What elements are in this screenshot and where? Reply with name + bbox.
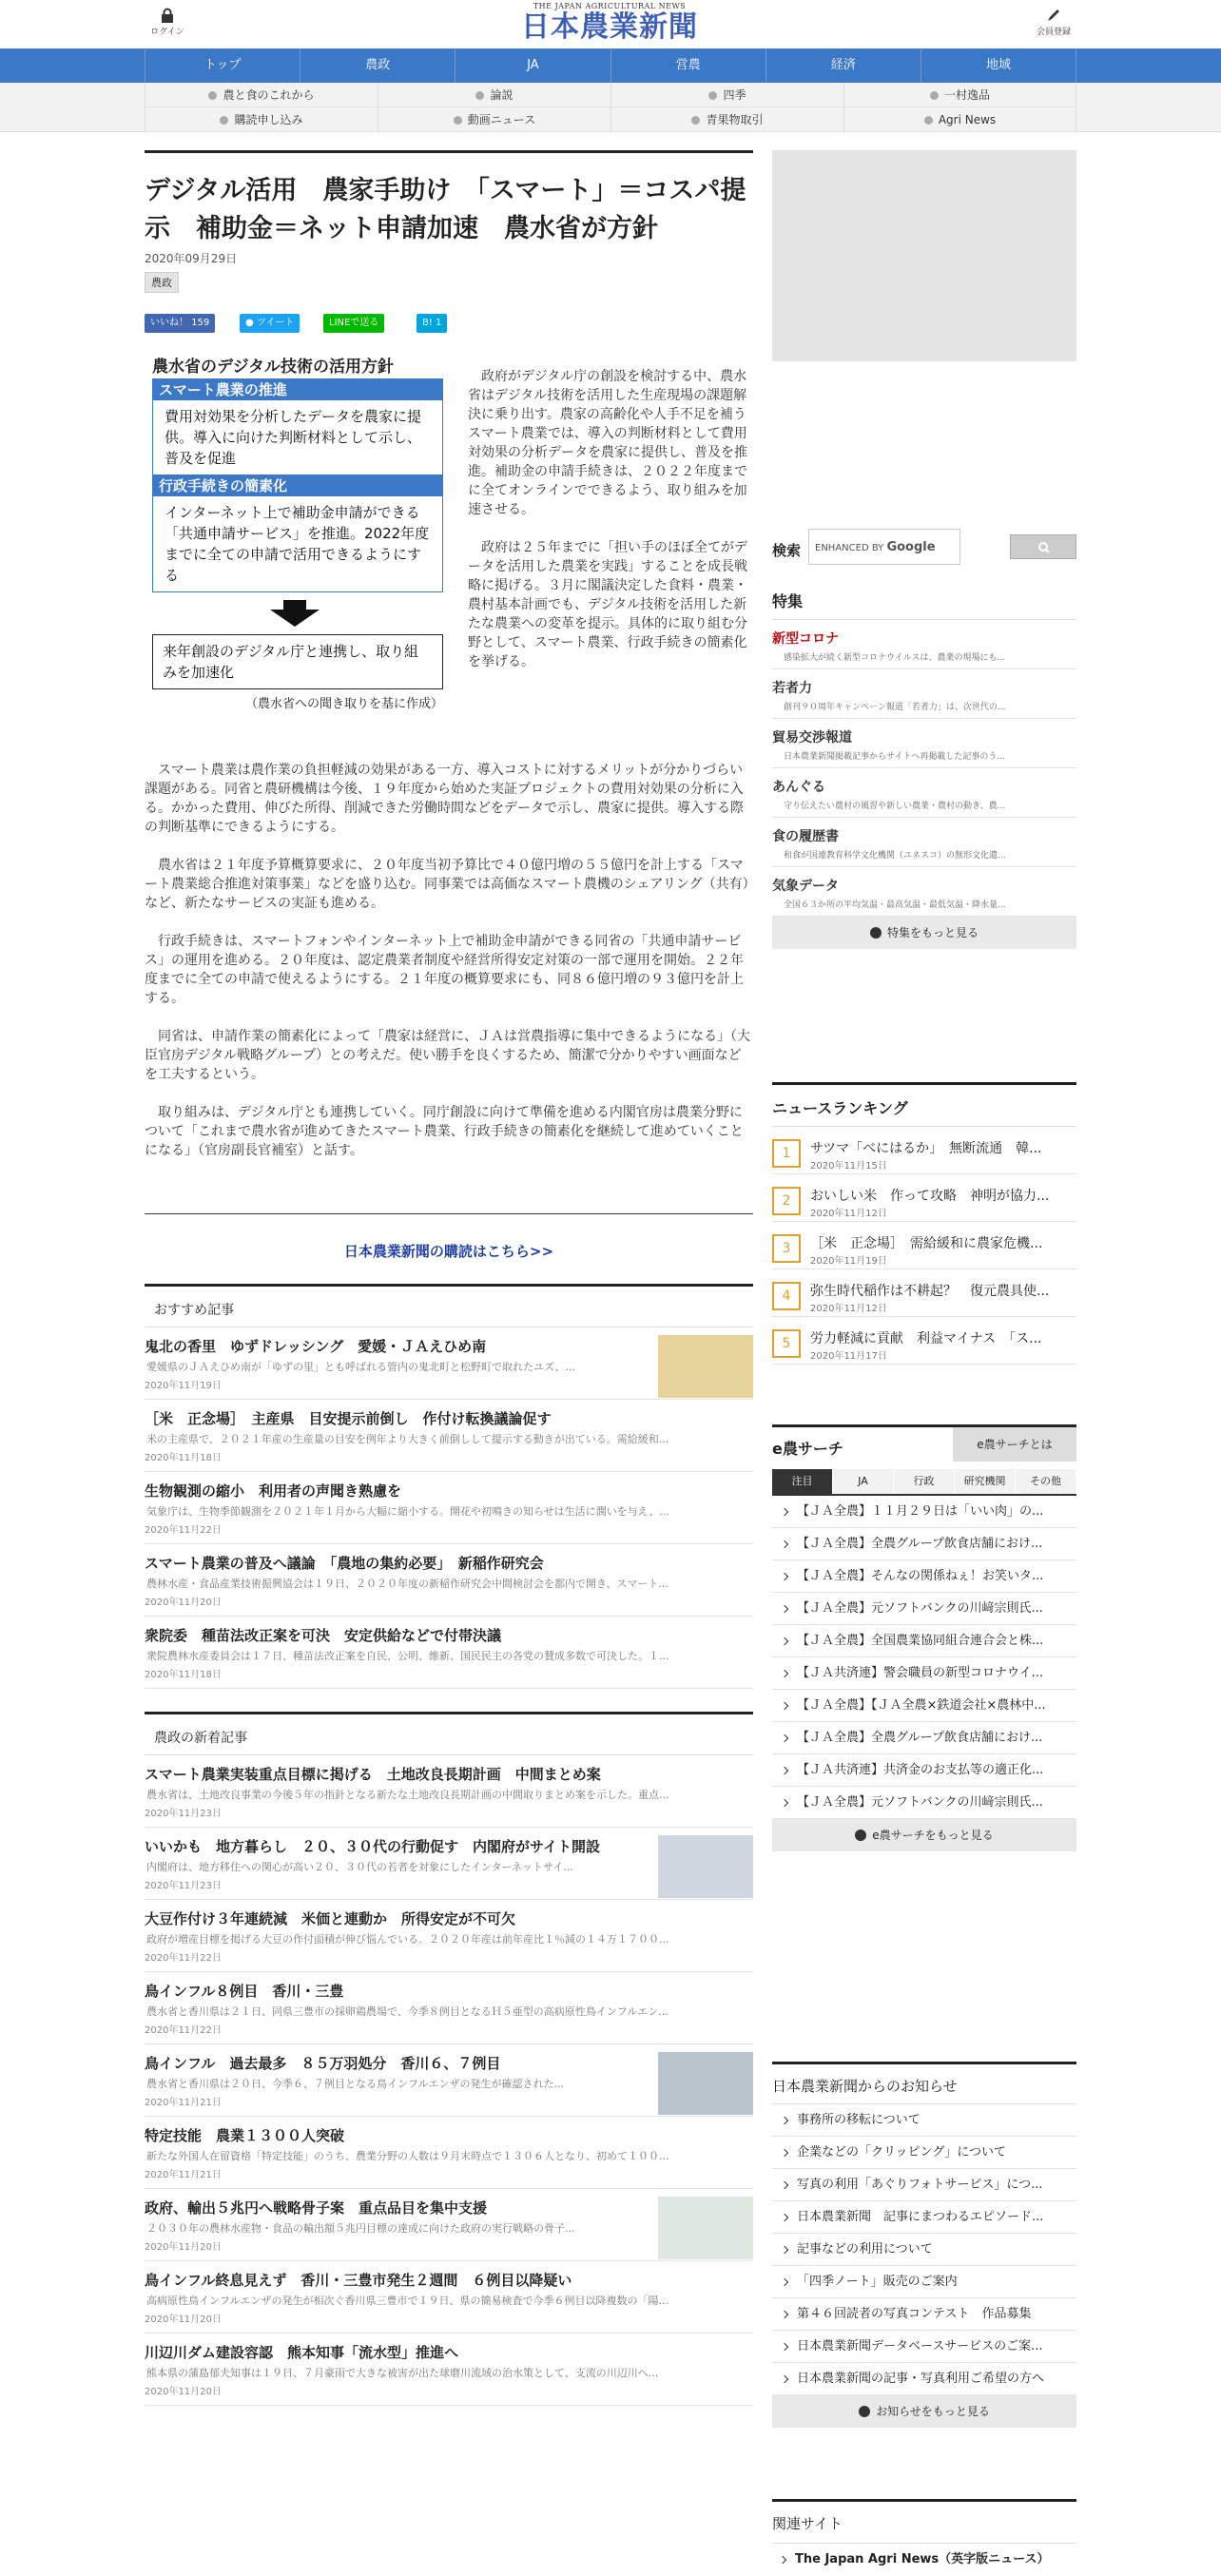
section-heading: おすすめ記事 bbox=[145, 1287, 753, 1327]
item-title[interactable]: 大豆作付け３年連続減 米価と連動か 所得安定が不可欠 bbox=[145, 1910, 516, 1927]
bullet-icon bbox=[924, 116, 933, 125]
paragraph: 政府がデジタル庁の創設を検討する中、農水省はデジタル技術を活用した生産現場の課題解決に乗り出す。農家の高齢化や人手不足を補うスマート農業では、導入の判断材料として費用対効果の分析データを農家に提供し、普及を推進。補助金の申請手続きは、２０２２年度までに全てオンラインでできるよう、取り組みを加速させる。 bbox=[468, 369, 747, 517]
section-heading: 農政の新着記事 bbox=[145, 1714, 753, 1755]
ranking-item[interactable] bbox=[772, 1269, 1076, 1317]
recommended-list bbox=[145, 1284, 753, 1689]
list-item[interactable] bbox=[145, 1617, 753, 1689]
news-ranking bbox=[772, 1082, 1076, 1365]
section-heading: ニュースランキング bbox=[772, 1085, 1076, 1127]
item-desc: 衆院農林水産委員会は１７日、種苗法改正案を自民、公明、維新、国民民主の各党の賛成多数で可決した。１... bbox=[146, 1650, 669, 1662]
search-label: 検索 bbox=[772, 542, 802, 559]
nav-ja[interactable]: JA bbox=[455, 48, 610, 83]
e-search-item[interactable]: 【ＪＡ全農】そんなの関係ねぇ！お笑いタ... bbox=[772, 1560, 1076, 1593]
tab-government[interactable]: 行政 bbox=[894, 1469, 955, 1494]
rank-number: 5 bbox=[772, 1329, 801, 1358]
item-date: 2020年11月20日 bbox=[145, 2387, 222, 2397]
list-item[interactable] bbox=[145, 2117, 753, 2189]
item-date: 2020年11月23日 bbox=[145, 1881, 222, 1891]
feature-item[interactable] bbox=[772, 719, 1076, 768]
hatena-label: B! 1 bbox=[422, 318, 442, 328]
article-title: デジタル活用 農家手助け 「スマート」＝コスパ提示 補助金＝ネット申請加速 農水省が方針 bbox=[145, 176, 746, 243]
section-heading: 特集 bbox=[772, 590, 1076, 620]
item-title[interactable]: いいかも 地方暮らし ２０、３０代の行動促す 内閣府がサイト開設 bbox=[145, 1838, 600, 1855]
list-item[interactable] bbox=[145, 2334, 753, 2406]
item-date: 2020年11月22日 bbox=[145, 1525, 222, 1536]
subscribe-link[interactable]: 日本農業新聞の購読はこちら>> bbox=[343, 1243, 554, 1260]
item-date: 2020年11月21日 bbox=[145, 2098, 222, 2108]
item-desc: 農水省と香川県は２１日、同県三豊市の採卵鶏農場で、今季８例目となるＨ５亜型の高病原性鳥インフルエン... bbox=[146, 2005, 669, 2018]
item-date: 2020年11月23日 bbox=[145, 1809, 222, 1819]
figure-title: 農水省のデジタル技術の活用方針 bbox=[152, 358, 394, 377]
e-search-item[interactable]: 【ＪＡ全農】１１月２９日は「いい肉」の... bbox=[772, 1496, 1076, 1528]
register-button[interactable] bbox=[1029, 8, 1078, 37]
item-desc: 米の主産県で、２０２１年産の生産量の目安を例年より大きく前倒しして提示する動きが出ている。需給緩和... bbox=[146, 1433, 669, 1445]
feature-desc: 感染拡大が続く新型コロナウイルスは、農業の現場にも... bbox=[784, 653, 1006, 663]
list-item[interactable] bbox=[145, 2189, 753, 2261]
e-search-item[interactable]: 【ＪＡ共済連】警会職員の新型コロナウイ... bbox=[772, 1657, 1076, 1690]
subnav-item[interactable]: 青果物取引 bbox=[610, 107, 843, 132]
feature-name[interactable]: 若者力 bbox=[772, 681, 812, 696]
bullet-icon bbox=[208, 91, 217, 100]
rank-date: 2020年11月19日 bbox=[810, 1256, 887, 1267]
list-item[interactable] bbox=[145, 1472, 753, 1544]
list-item[interactable] bbox=[145, 1828, 753, 1900]
rank-title[interactable]: ［米 正念場］ 需給緩和に農家危機... bbox=[810, 1236, 1043, 1251]
list-item[interactable] bbox=[145, 2044, 753, 2117]
figure-section-admin bbox=[152, 475, 443, 592]
feature-desc: 創刊９０周年キャンペーン報道「若者力」は、次世代の... bbox=[784, 703, 1006, 712]
item-desc: 農林水産・食品産業技術振興協会は１９日、２０２０年度の新稲作研究会中間検討会を都内で開き、スマート... bbox=[146, 1578, 669, 1590]
list-item[interactable] bbox=[145, 2261, 753, 2334]
item-date: 2020年11月20日 bbox=[145, 2242, 222, 2253]
sub-nav bbox=[0, 83, 1221, 132]
line-label: LINEで送る bbox=[329, 318, 379, 328]
lock-icon bbox=[161, 8, 174, 23]
subnav-item[interactable]: 動画ニュース bbox=[378, 107, 610, 132]
features-more-button[interactable]: 特集をもっと見る bbox=[772, 917, 1076, 949]
login-button[interactable] bbox=[143, 8, 192, 37]
ranking-item[interactable] bbox=[772, 1127, 1076, 1174]
tab-research[interactable]: 研究機関 bbox=[955, 1469, 1016, 1494]
notice-item[interactable]: 日本農業新聞の記事・写真利用ご希望の方へ bbox=[772, 2363, 1076, 2395]
item-title[interactable]: 衆院委 種苗法改正案を可決 安定供給などで付帯決議 bbox=[145, 1627, 502, 1644]
rank-title[interactable]: おいしい米 作って攻略 神明が協力... bbox=[810, 1189, 1050, 1204]
feature-item[interactable] bbox=[772, 768, 1076, 818]
list-item[interactable] bbox=[145, 1900, 753, 1972]
notice-more-button[interactable]: お知らせをもっと見る bbox=[772, 2395, 1076, 2428]
article-intro bbox=[468, 367, 753, 690]
feature-name[interactable]: 気象データ bbox=[772, 879, 839, 894]
e-search-about-button[interactable]: e農サーチとは bbox=[953, 1427, 1076, 1462]
item-title[interactable]: ［米 正念場］ 主産県 目安提示前倒し 作付け転換議論促す bbox=[145, 1410, 552, 1427]
notice-item[interactable]: 日本農業新聞データベースサービスのご案... bbox=[772, 2331, 1076, 2363]
e-search-tabs bbox=[772, 1469, 1076, 1496]
rank-date: 2020年11月17日 bbox=[810, 1351, 887, 1362]
item-desc: 愛媛県のＪＡえひめ南が「ゆずの里」とも呼ばれる管内の鬼北町と松野町で取れたユズ、... bbox=[146, 1361, 575, 1373]
nav-agri-policy[interactable]: 農政 bbox=[300, 48, 455, 83]
paragraph: 政府は２５年までに「担い手のほぼ全てがデータを活用した農業を実践」することを成長戦略に掲げる。３月に閣議決定した食料・農業・農村基本計画でも、デジタル技術を活用した新たな農業への変革を提示。具体的に取り組む分野として、スマート農業、行政手続きの簡素化を挙げる。 bbox=[468, 540, 747, 669]
feature-item[interactable] bbox=[772, 669, 1076, 719]
tab-other[interactable]: その他 bbox=[1016, 1469, 1076, 1494]
item-title[interactable]: 特定技能 農業１３００人突破 bbox=[145, 2127, 345, 2144]
thumbnail-image[interactable] bbox=[658, 1335, 753, 1398]
item-date: 2020年11月21日 bbox=[145, 2170, 222, 2180]
item-date: 2020年11月22日 bbox=[145, 2025, 222, 2036]
e-search-item[interactable]: 【ＪＡ全農】全農グループ飲食店舗におけ... bbox=[772, 1722, 1076, 1754]
pen-icon bbox=[1046, 8, 1061, 23]
article-date: 2020年09月29日 bbox=[145, 252, 238, 265]
feature-desc: 守り伝えたい農村の風習や新しい農業・農村の動き、農... bbox=[784, 802, 1006, 811]
item-desc: 農水省と香川県は２０日、今季６、７例目となる鳥インフルエンザの発生が確認された... bbox=[146, 2078, 565, 2090]
notice-item[interactable]: 写真の利用「あぐりフォトサービス」につ... bbox=[772, 2169, 1076, 2201]
list-item[interactable] bbox=[145, 1972, 753, 2044]
down-arrow-head bbox=[270, 610, 320, 627]
site-header bbox=[0, 0, 1221, 48]
hatena-bookmark-button[interactable] bbox=[417, 314, 447, 333]
item-date: 2020年11月18日 bbox=[145, 1453, 222, 1463]
feature-item[interactable] bbox=[772, 818, 1076, 867]
ad-banner[interactable] bbox=[772, 150, 1076, 361]
bullet-icon bbox=[220, 116, 228, 125]
nav-farming[interactable]: 営農 bbox=[610, 48, 766, 83]
item-desc: ２０３０年の農林水産物・食品の輸出額５兆円目標の達成に向けた政府の実行戦略の骨子... bbox=[146, 2222, 575, 2235]
logo-japanese: 日本農業新聞 bbox=[521, 10, 698, 44]
e-search-item[interactable]: 【ＪＡ全農】元ソフトバンクの川﨑宗則氏... bbox=[772, 1787, 1076, 1819]
logo-english: THE JAPAN AGRICULTURAL NEWS bbox=[533, 2, 687, 10]
section-heading: 日本農業新聞からのお知らせ bbox=[772, 2064, 1076, 2104]
register-label: 会員登録 bbox=[1036, 28, 1071, 37]
tab-featured[interactable]: 注目 bbox=[772, 1469, 833, 1494]
item-desc: 政府が増産目標を掲げる大豆の作付面積が伸び悩んでいる。２０２０年産は前年産比１％減の１４万１７００... bbox=[146, 1933, 669, 1946]
rank-number: 3 bbox=[772, 1234, 801, 1263]
site-logo[interactable] bbox=[518, 2, 701, 45]
thumbnail-image[interactable] bbox=[658, 1835, 753, 1898]
rank-number: 1 bbox=[772, 1139, 801, 1168]
item-title[interactable]: 生物観測の縮小 利用者の声聞き熟慮を bbox=[145, 1482, 402, 1500]
search-button[interactable] bbox=[1010, 534, 1076, 559]
bullet-icon bbox=[691, 116, 700, 125]
login-label: ログイン bbox=[150, 28, 184, 37]
rank-date: 2020年11月15日 bbox=[810, 1161, 887, 1172]
rank-number: 4 bbox=[772, 1282, 801, 1310]
bullet-icon bbox=[930, 91, 939, 100]
chevron-right-icon bbox=[870, 927, 882, 939]
item-title[interactable]: 鬼北の香里 ゆずドレッシング 愛媛・ＪＡえひめ南 bbox=[145, 1338, 487, 1355]
thumbnail-image[interactable] bbox=[658, 2052, 753, 2115]
rank-title[interactable]: 労力軽減に貢献 利益マイナス 「ス... bbox=[810, 1331, 1042, 1346]
figure-section-heading: スマート農業の推進 bbox=[153, 379, 442, 400]
feature-name[interactable]: 貿易交渉報道 bbox=[772, 730, 852, 746]
paragraph: 行政手続きは、スマートフォンやインターネット上で補助金申請ができる同省の「共通申請サービス」の運用を進める。２０年度は、認定農業者制度や経営所得安定対策の一部で運用を開始。２２年度までに全ての申請で使えるようにする。２１年度の概算要求にも、同８６億円増の９３億円を計上する。 bbox=[145, 934, 744, 1006]
item-date: 2020年11月22日 bbox=[145, 1953, 222, 1964]
google-label: Google bbox=[886, 540, 936, 554]
like-label: いいね！ 159 bbox=[150, 318, 210, 328]
paragraph: 農水省は２１年度予算概算要求に、２０年度当初予算比で４０億円増の５５億円を計上する「スマート農業総合推進対策事業」などを盛り込む。同事業では高価なスマート農機のシェアリング（共有）など、新たなサービスの実証も進める。 bbox=[145, 858, 749, 911]
feature-desc: 和食が国連教育科学文化機関（ユネスコ）の無形文化遺... bbox=[784, 851, 1006, 861]
feature-desc: 日本農業新聞掲載記事からサイトへ再掲載した記事のう... bbox=[784, 752, 1005, 762]
notice-section bbox=[772, 2062, 1076, 2428]
tweet-button[interactable]: ● ツイート bbox=[240, 314, 300, 333]
down-arrow-icon bbox=[283, 600, 306, 610]
item-title[interactable]: 川辺川ダム建設容認 熊本知事「流水型」推進へ bbox=[145, 2344, 459, 2361]
bullet-icon bbox=[708, 91, 717, 100]
item-title[interactable]: スマート農業実装重点目標に掲げる 土地改良長期計画 中間まとめ案 bbox=[145, 1766, 601, 1783]
item-date: 2020年11月18日 bbox=[145, 1670, 222, 1680]
latest-policy-list bbox=[145, 1712, 753, 2406]
facebook-like-button[interactable] bbox=[145, 314, 215, 333]
item-desc: 気象庁は、生物季節観測を２０２１年１月から大幅に縮小する。開花や初鳴きの知らせは生活に潤いを与え、... bbox=[146, 1505, 669, 1518]
item-date: 2020年11月20日 bbox=[145, 2315, 222, 2325]
paragraph: 取り組みは、デジタル庁とも連携していく。同庁創設に向けて準備を進める内閣官房は農業分野について「これまで農水省が進めてきたスマート農業、行政手続きの簡素化を継続して進めていくことになる」（官房副長官補室）と話す。 bbox=[145, 1105, 744, 1158]
paragraph: スマート農業は農作業の負担軽減の効果がある一方、導入コストに対するメリットが分かりづらい課題がある。同省と農研機構は今後、１９年度から始めた実証プロジェクトの費用対効果の分析に入る。かかった費用、伸びた所得、削減できた労働時間などをデータで示し、農家に提供。導入する際の判断基準にできるようにする。 bbox=[145, 763, 744, 835]
feature-item[interactable] bbox=[772, 620, 1076, 669]
nav-region[interactable]: 地域 bbox=[921, 48, 1076, 83]
item-desc: 高病原性鳥インフルエンザの発生が相次ぐ香川県三豊市で１９日、県の簡易検査で今季６例目以降複数の「陽... bbox=[146, 2295, 669, 2307]
subnav-item[interactable]: 論説 bbox=[378, 83, 610, 107]
related-sites bbox=[772, 2499, 1076, 2576]
subnav-item[interactable]: Agri News bbox=[843, 107, 1076, 132]
main-column bbox=[145, 150, 753, 2397]
bullet-icon bbox=[454, 116, 462, 125]
subnav-item[interactable]: 農と食のこれから bbox=[145, 83, 378, 107]
list-item[interactable] bbox=[145, 1544, 753, 1617]
notice-item[interactable]: 企業などの「クリッピング」について bbox=[772, 2137, 1076, 2169]
item-desc: 熊本県の蒲島郁夫知事は１９日、７月豪雨で大きな被害が出た球磨川流域の治水策として、支流の川辺川へ... bbox=[146, 2367, 659, 2379]
section-heading: e農サーチ bbox=[772, 1440, 843, 1458]
item-date: 2020年11月19日 bbox=[145, 1381, 222, 1391]
rank-date: 2020年11月12日 bbox=[810, 1304, 887, 1314]
subnav-item[interactable]: 一村逸品 bbox=[843, 83, 1076, 107]
site-search bbox=[772, 529, 1076, 567]
section-heading: 関連サイト bbox=[772, 2502, 1076, 2544]
search-icon bbox=[1011, 535, 1077, 560]
figure-section-body: インターネット上で補助金申請ができる「共通申請サービス」を推進。2022年度までに全ての申請で活用できるようにする bbox=[165, 504, 430, 584]
search-input[interactable]: ENHANCED BY Google bbox=[808, 529, 960, 565]
ranking-item[interactable] bbox=[772, 1317, 1076, 1365]
chevron-right-icon bbox=[859, 2406, 870, 2417]
article-figure bbox=[145, 356, 449, 726]
article-body bbox=[145, 761, 753, 1179]
subscribe-section bbox=[145, 1213, 753, 1261]
feature-name[interactable]: 食の履歴書 bbox=[772, 829, 839, 844]
item-date: 2020年11月20日 bbox=[145, 1598, 222, 1608]
notice-item[interactable]: 「四季ノート」販売のご案内 bbox=[772, 2266, 1076, 2298]
sidebar bbox=[772, 150, 1076, 2566]
main-nav bbox=[0, 48, 1221, 83]
subnav-item[interactable]: 購読申し込み bbox=[145, 107, 378, 132]
feature-item[interactable] bbox=[772, 867, 1076, 917]
item-title[interactable]: 鳥インフル 過去最多 ８５万羽処分 香川６、７例目 bbox=[145, 2055, 501, 2072]
related-site-link[interactable]: The Japan Agri News（英字版ニュース） bbox=[772, 2544, 1076, 2576]
figure-section-heading: 行政手続きの簡素化 bbox=[153, 475, 442, 496]
line-share-button[interactable] bbox=[323, 314, 384, 333]
share-bar bbox=[145, 314, 753, 333]
e-search-section bbox=[772, 1424, 1076, 1851]
features-section bbox=[772, 590, 1076, 949]
paragraph: 同省は、申請作業の簡素化によって「農家は経営に、ＪＡは営農指導に集中できるようになる」（大臣官房デジタル戦略グループ）との考えだ。使い勝手を良くするため、簡潔で分かりやすい画面などを工夫するという。 bbox=[145, 1029, 750, 1082]
nav-economy[interactable]: 経済 bbox=[766, 48, 921, 83]
e-search-item[interactable]: 【ＪＡ共済連】共済金のお支払等の適正化... bbox=[772, 1754, 1076, 1787]
rank-date: 2020年11月12日 bbox=[810, 1209, 887, 1219]
figure-section-body: 費用対効果を分析したデータを農家に提供。導入に向けた判断材料として示し、普及を促進 bbox=[165, 408, 422, 467]
notice-item[interactable]: 第４６回読者の写真コンテスト 作品募集 bbox=[772, 2298, 1076, 2331]
figure-source: （農水省への聞き取りを基に作成） bbox=[244, 697, 443, 711]
ranking-item[interactable] bbox=[772, 1222, 1076, 1269]
notice-item[interactable]: 記事などの利用について bbox=[772, 2234, 1076, 2266]
category-badge[interactable]: 農政 bbox=[145, 272, 179, 293]
ranking-item[interactable] bbox=[772, 1174, 1076, 1222]
e-search-item[interactable]: 【ＪＡ全農】全国農業協同組合連合会と株... bbox=[772, 1625, 1076, 1657]
nav-top[interactable]: トップ bbox=[145, 48, 300, 83]
e-search-item[interactable]: 【ＪＡ全農】全農グループ飲食店舗におけ... bbox=[772, 1528, 1076, 1560]
list-item[interactable] bbox=[145, 1400, 753, 1472]
thumbnail-image[interactable] bbox=[658, 2197, 753, 2259]
item-title[interactable]: スマート農業の普及へ議論 「農地の集約必要」 新稲作研究会 bbox=[145, 1555, 544, 1572]
item-desc: 農水省は、土地改良事業の今後５年の指針となる新たな土地改良長期計画の中間取りまとめ案を示した。重点... bbox=[146, 1789, 669, 1801]
feature-name[interactable]: 新型コロナ bbox=[772, 631, 839, 647]
list-item[interactable] bbox=[145, 1755, 753, 1828]
figure-section-smart bbox=[152, 378, 443, 475]
e-search-more-button[interactable]: e農サーチをもっと見る bbox=[772, 1819, 1076, 1851]
tab-ja[interactable]: JA bbox=[833, 1469, 894, 1494]
feature-desc: 全国６３か所の平均気温・最高気温・最低気温・降水量... bbox=[784, 901, 1006, 910]
notice-item[interactable]: 日本農業新聞 記事にまつわるエピソード... bbox=[772, 2201, 1076, 2234]
rank-title[interactable]: 弥生時代稲作は不耕起？ 復元農具使... bbox=[810, 1284, 1050, 1299]
item-title[interactable]: 鳥インフル終息見えず 香川・三豊市発生２週間 ６例目以降疑い bbox=[145, 2272, 572, 2289]
figure-result-box: 来年創設のデジタル庁と連携し、取り組みを加速化 bbox=[152, 634, 443, 689]
rank-title[interactable]: サツマ「べにはるか」 無断流通 韓... bbox=[810, 1141, 1042, 1156]
subnav-item[interactable]: 四季 bbox=[610, 83, 843, 107]
rank-number: 2 bbox=[772, 1187, 801, 1215]
bird-icon: ● bbox=[245, 318, 257, 328]
item-title[interactable]: 政府、輸出５兆円へ戦略骨子案 重点品目を集中支援 bbox=[145, 2199, 488, 2217]
feature-name[interactable]: あんぐる bbox=[772, 780, 825, 795]
notice-item[interactable]: 事務所の移転について bbox=[772, 2104, 1076, 2137]
divider bbox=[145, 150, 753, 153]
chevron-right-icon bbox=[855, 1830, 866, 1841]
item-title[interactable]: 鳥インフル８例目 香川・三豊 bbox=[145, 1983, 344, 2000]
item-desc: 新たな外国人在留資格「特定技能」のうち、農業分野の人数は９月末時点で１３０６人となり、初めて１００... bbox=[146, 2150, 669, 2162]
item-desc: 内閣府は、地方移住への関心が高い２０、３０代の若者を対象にしたインターネットサイ... bbox=[146, 1861, 573, 1873]
e-search-item[interactable]: 【ＪＡ全農】【ＪＡ全農×鉄道会社×農林中... bbox=[772, 1690, 1076, 1722]
e-search-item[interactable]: 【ＪＡ全農】元ソフトバンクの川﨑宗則氏... bbox=[772, 1593, 1076, 1625]
list-item[interactable] bbox=[145, 1327, 753, 1400]
bullet-icon bbox=[475, 91, 484, 100]
